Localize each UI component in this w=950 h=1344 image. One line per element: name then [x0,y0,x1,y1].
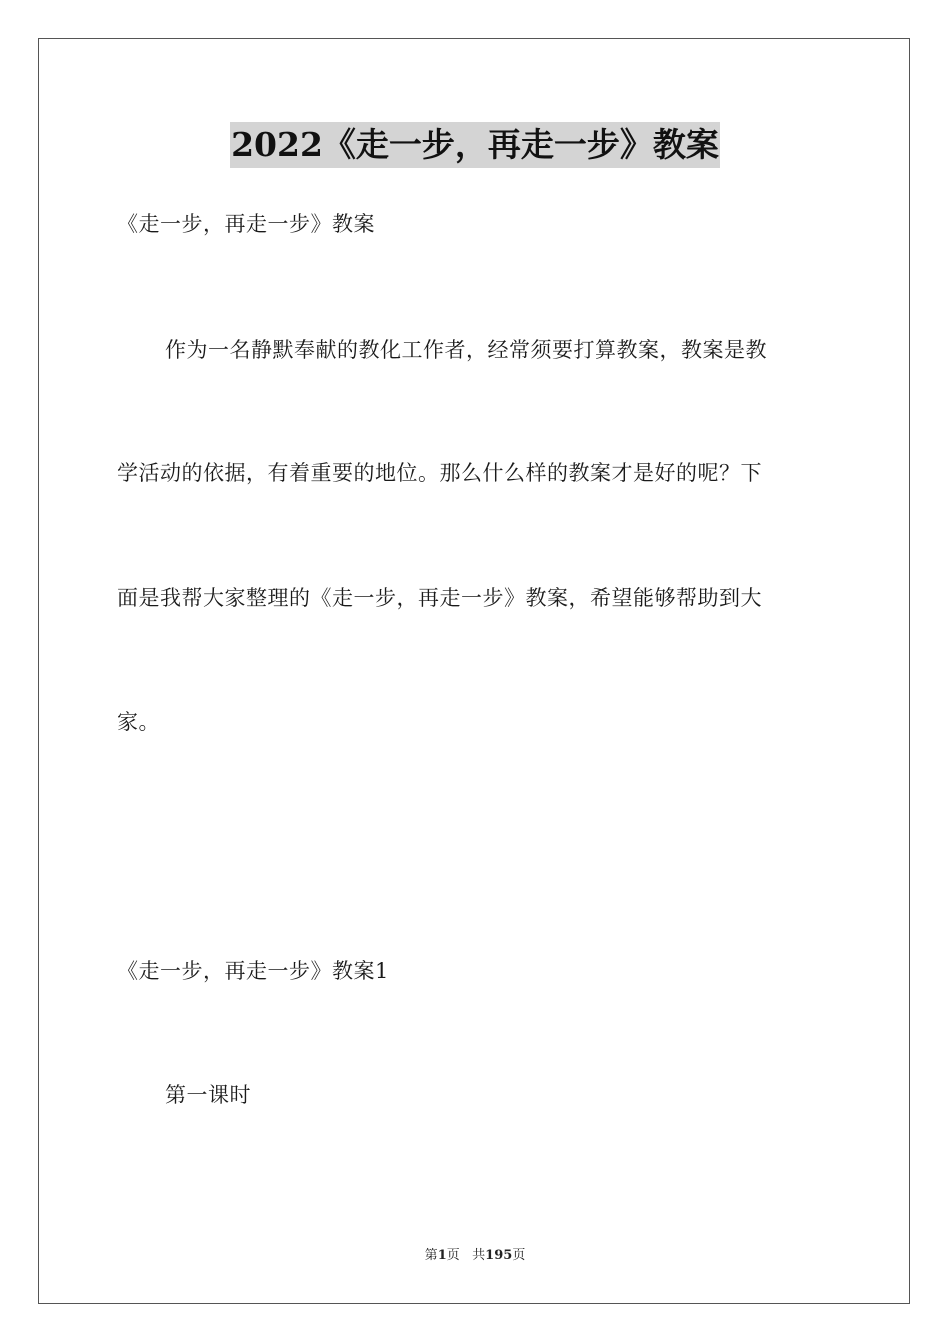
footer-page-number: 1 [437,1248,447,1263]
document-subtitle: 《走一步，再走一步》教案 [117,212,375,236]
title-wrapper [0,122,950,168]
intro-line-4: 家。 [117,710,160,734]
intro-line-2: 学活动的依据，有着重要的地位。那么什么样的教案才是好的呢？下 [117,461,762,485]
footer-page-prefix: 第 [424,1248,438,1263]
intro-line-3: 面是我帮大家整理的《走一步，再走一步》教案，希望能够帮助到大 [117,586,762,610]
lesson-heading: 第一课时 [165,1083,251,1107]
footer-total-pages: 195 [485,1248,513,1263]
footer-page-suffix: 页 [446,1248,460,1263]
footer-total-prefix: 共 [472,1248,486,1263]
section-heading: 《走一步，再走一步》教案1 [117,959,389,983]
footer-total-suffix: 页 [512,1248,526,1263]
intro-line-1: 作为一名静默奉献的教化工作者，经常须要打算教案，教案是教 [165,338,767,362]
document-title: 2022《走一步，再走一步》教案 [230,122,720,168]
page-footer [0,1247,950,1265]
